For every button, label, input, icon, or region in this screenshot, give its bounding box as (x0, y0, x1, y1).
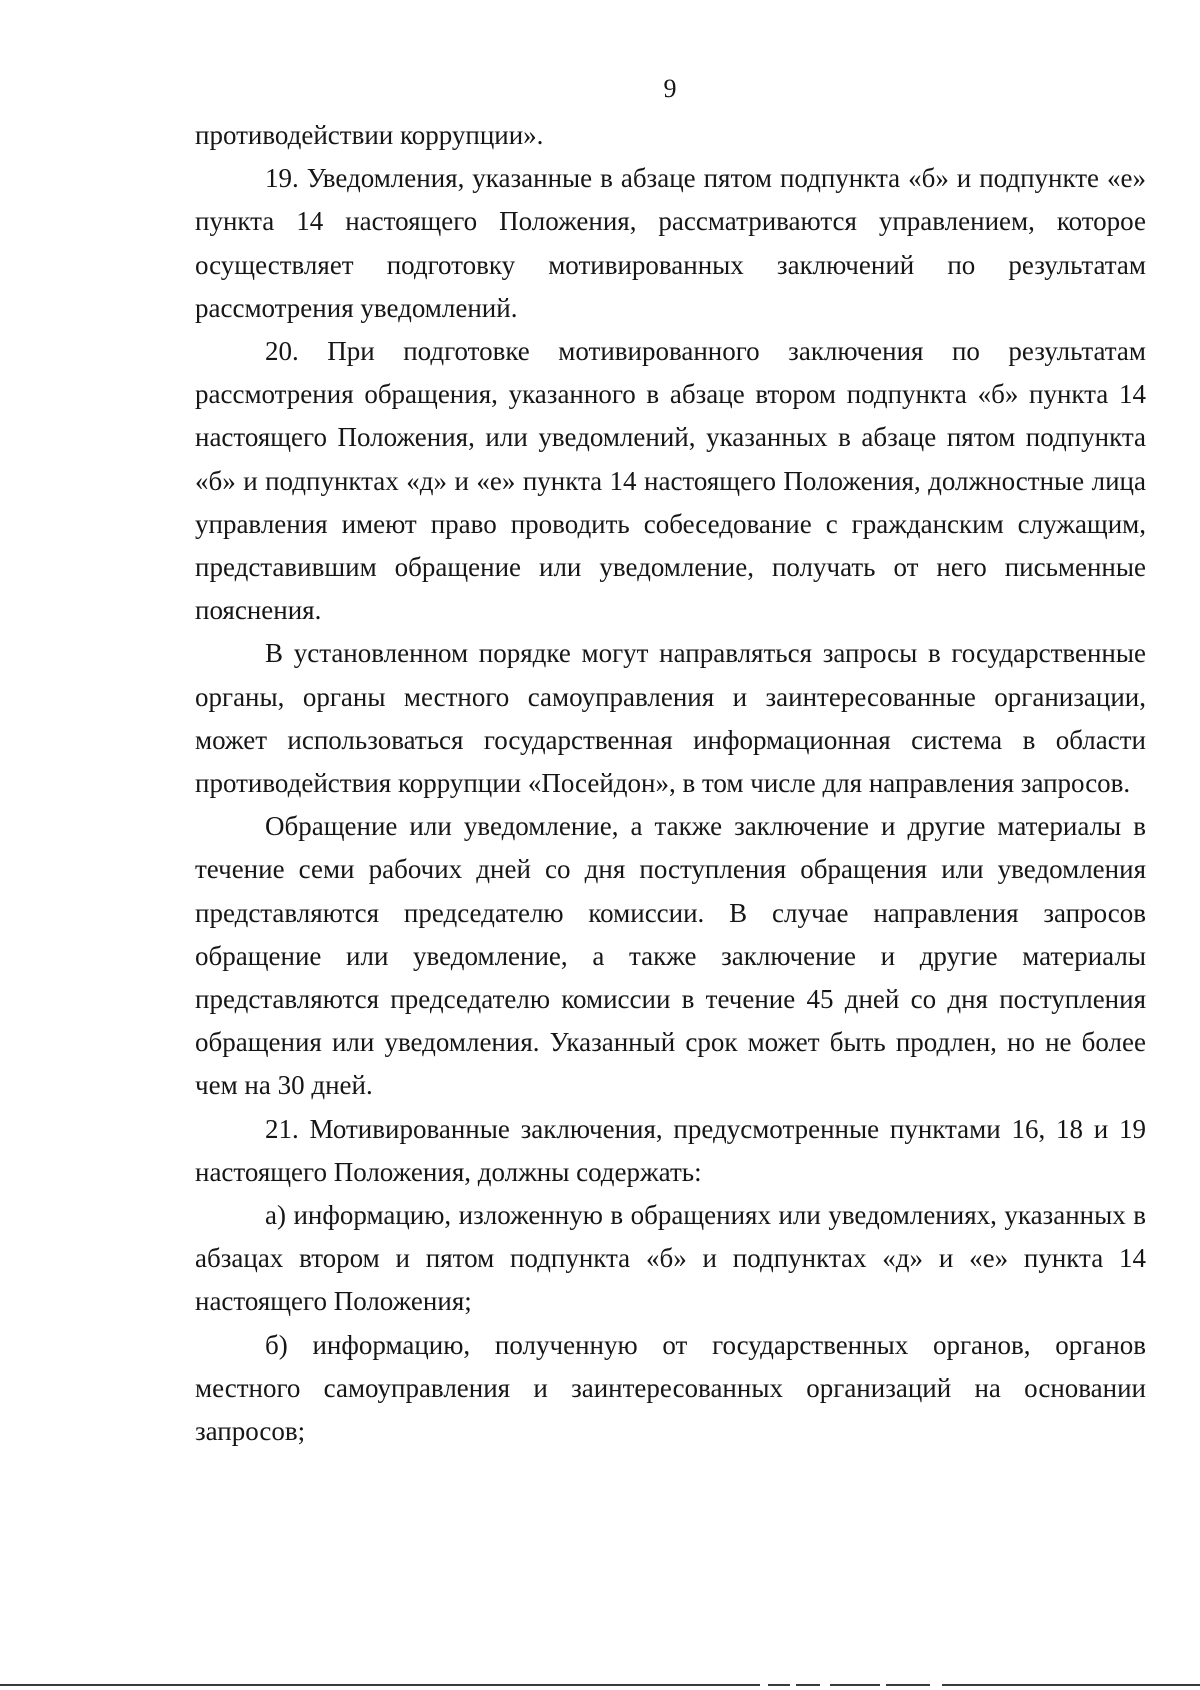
paragraph-item-20: 20. При подготовке мотивированного заключения по результатам рассмотрения обращения, указанного в абзаце втором подпункта «б» пункта 14 настоящего Положения, или уведомлений, указанных в абзаце пятом подпункта «б» и подпунктах «д» и «е» пункта 14 настоящего Положения, должностные лица управления имеют право проводить собеседование с гражданским служащим, представившим обращение или уведомление, получать от него письменные пояснения. (195, 336, 1146, 626)
paragraph-requests: В установленном порядке могут направляться запросы в государственные органы, органы местного самоуправления и заинтересованные организации, может использоваться государственная информационная система в области противодействия коррупции «Посейдон», в том числе для направления запросов. (195, 638, 1146, 799)
paragraph-deadlines: Обращение или уведомление, а также заключение и другие материалы в течение семи рабочих дней со дня поступления обращения или уведомления представляются председателю комиссии. В случае направления запросов обращение или уведомление, а также заключение и другие материалы представляются председателю комиссии в течение 45 дней со дня поступления обращения или уведомления. Указанный срок может быть продлен, но не более чем на 30 дней. (195, 811, 1146, 1101)
paragraph-subitem-a: а) информацию, изложенную в обращениях или уведомлениях, указанных в абзацах втором и пятом подпункта «б» и подпунктах «д» и «е» пункта 14 настоящего Положения; (195, 1200, 1146, 1317)
document-body (195, 114, 1146, 1453)
page-number: 9 (663, 74, 677, 103)
bottom-scan-edge (0, 1684, 1200, 1686)
paragraph-subitem-b: б) информацию, полученную от государственных органов, органов местного самоуправления и заинтересованных организаций на основании запросов; (195, 1329, 1146, 1447)
paragraph-item-19: 19. Уведомления, указанные в абзаце пятом подпункта «б» и подпункте «е» пункта 14 настоящего Положения, рассматриваются управлением, которое осуществляет подготовку мотивированных заключений по результатам рассмотрения уведомлений. (195, 163, 1146, 323)
paragraph-continuation: противодействии коррупции». (195, 120, 544, 150)
paragraph-item-21: 21. Мотивированные заключения, предусмотренные пунктами 16, 18 и 19 настоящего Положения, должны содержать: (195, 1113, 1146, 1187)
